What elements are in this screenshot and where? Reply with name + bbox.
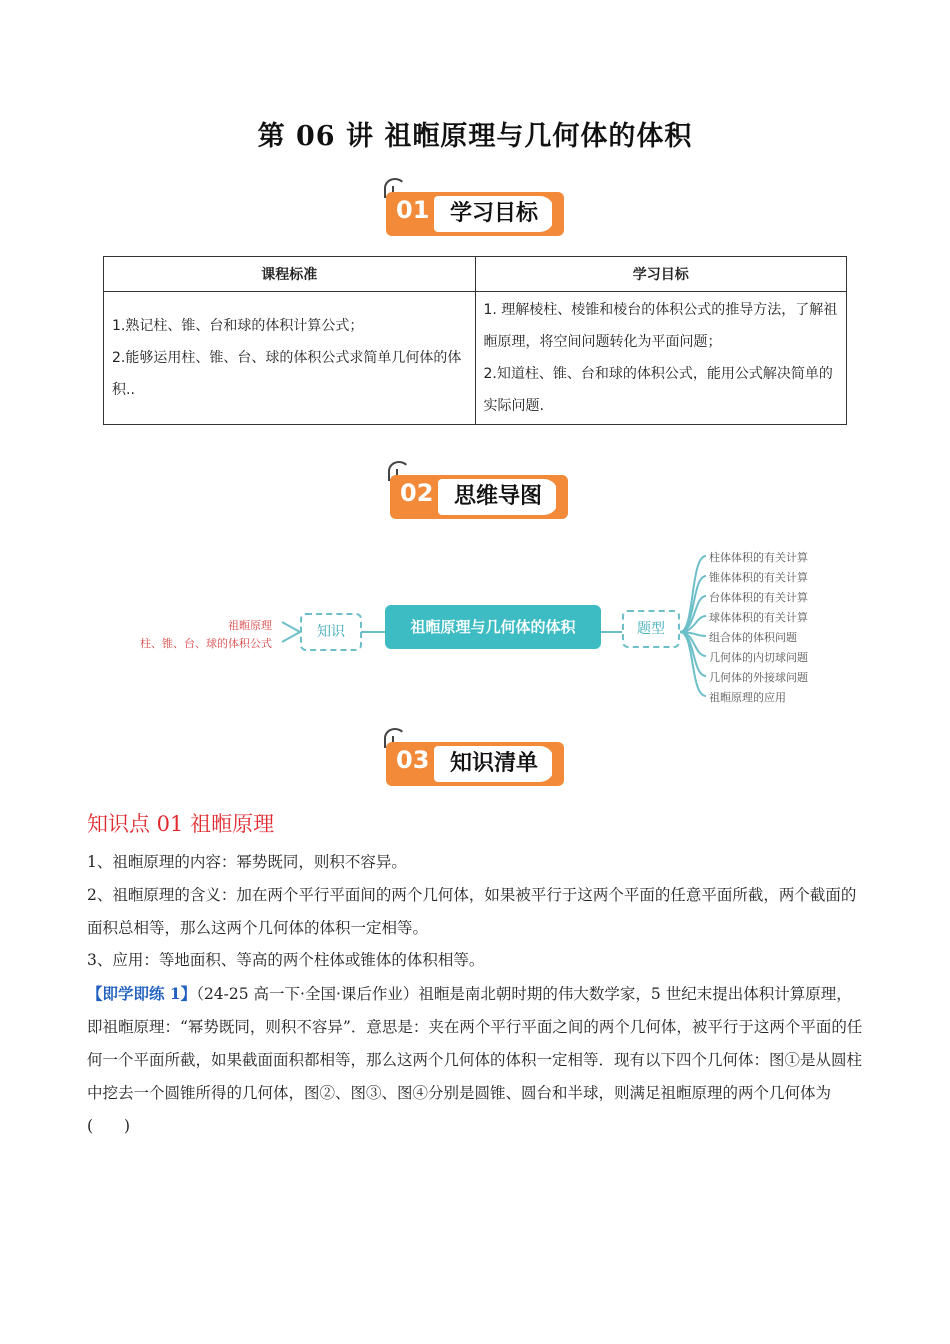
mindmap-center-node: 祖暅原理与几何体的体积 bbox=[385, 605, 601, 649]
goals-cell bbox=[475, 292, 847, 425]
table-header-standard: 课程标准 bbox=[104, 257, 476, 292]
section-number: 02 bbox=[400, 479, 434, 507]
mindmap-left-item: 祖暅原理 bbox=[228, 619, 272, 632]
mindmap-knowledge-box: 知识 bbox=[300, 613, 362, 651]
mindmap-right-item: 锥体体积的有关计算 bbox=[709, 571, 808, 584]
section-badge-mindmap bbox=[388, 461, 588, 519]
mindmap-right-item: 台体体积的有关计算 bbox=[709, 591, 808, 604]
page-title: 第 06 讲 祖暅原理与几何体的体积 bbox=[257, 121, 693, 152]
goals-table bbox=[103, 256, 847, 425]
section-label: 学习目标 bbox=[434, 196, 554, 232]
knowledge-line: 2、祖暅原理的含义：加在两个平行平面间的两个几何体，如果被平行于这两个平面的任意平面所截，两个截面的面积总相等，那么这两个几何体的体积一定相等。 bbox=[87, 886, 857, 937]
exercise-text: （24-25 高一下·全国·课后作业）祖暅是南北朝时期的伟大数学家，5 世纪末提出体积计算原理，即祖暅原理：“幂势既同，则积不容异”．意思是：夹在两个平行平面之间的两个几何体，被平行于这两个平面的任何一个平面所截，如果截面面积都相等，那么这两个几何体的体积一定相等．现有以下四个几何体：图①是从圆柱中挖去一个圆锥所得的几何体，图②、图③、图④分别是圆锥、圆台和半球，则满足祖暅原理的两个几何体为( ) bbox=[87, 985, 863, 1135]
mindmap-right-item: 祖暅原理的应用 bbox=[709, 691, 786, 704]
goal-item: 2.知道柱、锥、台和球的体积公式，能用公式解决简单的实际问题. bbox=[483, 366, 833, 414]
mindmap-types-box: 题型 bbox=[622, 610, 680, 648]
mindmap-left-item: 柱、锥、台、球的体积公式 bbox=[140, 637, 272, 650]
section-label: 思维导图 bbox=[438, 479, 558, 515]
standard-cell bbox=[104, 292, 476, 425]
mindmap-right-item: 柱体体积的有关计算 bbox=[709, 551, 808, 564]
standard-item: 2.能够运用柱、锥、台、球的体积公式求简单几何体的体积.. bbox=[112, 350, 462, 398]
mindmap-right-item: 球体体积的有关计算 bbox=[709, 611, 808, 624]
mindmap-right-item: 组合体的体积问题 bbox=[709, 631, 797, 644]
mindmap-right-item: 几何体的内切球问题 bbox=[709, 651, 808, 664]
section-number: 03 bbox=[396, 746, 430, 774]
section-badge-knowledge bbox=[384, 728, 584, 786]
standard-item: 1.熟记柱、锥、台和球的体积计算公式； bbox=[112, 318, 364, 334]
mindmap-right-item: 几何体的外接球问题 bbox=[709, 671, 808, 684]
knowledge-line: 3、应用：等地面积、等高的两个柱体或锥体的体积相等。 bbox=[87, 951, 485, 969]
knowledge-point-title: 知识点 01 祖暅原理 bbox=[87, 812, 275, 836]
section-number: 01 bbox=[396, 196, 430, 224]
goal-item: 1. 理解棱柱、棱锥和棱台的体积公式的推导方法，了解祖暅原理，将空间问题转化为平面问题； bbox=[483, 302, 838, 350]
knowledge-line: 1、祖暅原理的内容：幂势既同，则积不容异。 bbox=[87, 853, 407, 871]
section-badge-goals bbox=[384, 178, 584, 236]
table-header-goals: 学习目标 bbox=[475, 257, 847, 292]
section-label: 知识清单 bbox=[434, 746, 554, 782]
exercise-label: 【即学即练 1】 bbox=[87, 984, 197, 1003]
exercise-paragraph bbox=[87, 977, 867, 1143]
